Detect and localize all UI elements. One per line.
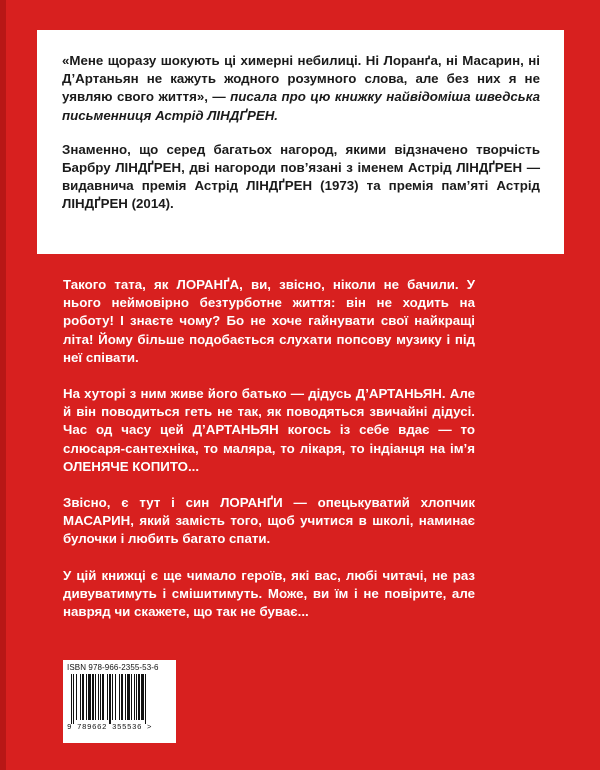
barcode-stripe [73, 674, 74, 724]
barcode-stripe [112, 674, 113, 720]
barcode-bars [67, 674, 172, 724]
barcode-stripe [127, 674, 130, 720]
quote-attribution: писала про цю книжку найвідоміша шведська письменниця Астрід ЛІНДҐРЕН. [62, 89, 540, 123]
barcode-stripe [134, 674, 135, 720]
isbn-label: ISBN 978-966-2355-53-6 [67, 663, 159, 672]
barcode-stripe [131, 674, 132, 720]
barcode-stripe [76, 674, 77, 720]
description-paragraph-2: На хуторі з ним живе його батько — дідусь Д’АРТАНЬЯН. Але й він поводиться геть не так, як поводяться звичайні дідусі. Час од часу цей Д’АРТАНЬЯН когось із себе вдає — то слюсаря-сантехніка, то маляра, то лікаря, то індіанця на ім’я ОЛЕНЯЧЕ КОПИТО... [63, 386, 475, 474]
barcode-stripe [125, 674, 126, 720]
barcode-stripe [107, 674, 108, 720]
description-paragraph-3: Звісно, є тут і син ЛОРАНҐИ — опецькуватий хлопчик МАСАРИН, який замість того, щоб учитися в школі, наминає булочки і любить багато спати. [63, 495, 475, 547]
spine-edge [0, 0, 6, 770]
barcode-stripe [138, 674, 140, 720]
barcode-stripe [82, 674, 84, 720]
barcode-stripe [71, 674, 72, 724]
barcode-stripe [121, 674, 123, 720]
barcode-box [63, 660, 176, 743]
quote-text: «Мене щоразу шокують ці химерні небилиці. Ні Лоранґа, ні Масарин, ні Д’Артаньян не кажуть жодного розумного слова, але без них я не уявляю свого життя», — [62, 53, 540, 105]
barcode-stripe [109, 674, 111, 724]
barcode-stripe [98, 674, 99, 720]
barcode-stripe [86, 674, 87, 720]
barcode-stripe [119, 674, 120, 720]
barcode-stripe [92, 674, 94, 720]
awards-paragraph: Знаменно, що серед багатьох нагород, якими відзначено творчість Барбру ЛІНДҐРЕН, дві нагороди пов’язані з іменем Астрід ЛІНДҐРЕН — видавнича премія Астрід ЛІНДҐРЕН (1973) та премія пам’яті Астрід ЛІНДҐРЕН (2014). [62, 141, 540, 212]
barcode-stripe [141, 674, 144, 720]
barcode-stripe [115, 674, 116, 720]
barcode-stripe [100, 674, 101, 720]
barcode-stripe [136, 674, 137, 720]
barcode-stripe [102, 674, 104, 720]
description-block [63, 276, 475, 639]
barcode-stripe [95, 674, 96, 720]
description-paragraph-1: Такого тата, як ЛОРАНҐА, ви, звісно, ніколи не бачили. У нього неймовірно безтурботне життя: він не ходить на роботу! І знаєте чому? Бо не хоче гайнувати свої найкращі літа! Йому більше подобається слухати попсову музику і під неї співати. [63, 277, 475, 365]
barcode-stripe [80, 674, 81, 720]
barcode-digits: 9 789662 355536 > [67, 724, 153, 732]
barcode-stripe [88, 674, 91, 720]
barcode-stripe [145, 674, 146, 724]
description-paragraph-4: У цій книжці є ще чимало героїв, які вас, любі читачі, не раз дивуватимуть і смішитимуть. Може, ви їм і не повірите, але навряд чи скажете, що так не буває... [63, 567, 475, 620]
quote-box [37, 30, 564, 254]
quote-paragraph [62, 52, 540, 125]
